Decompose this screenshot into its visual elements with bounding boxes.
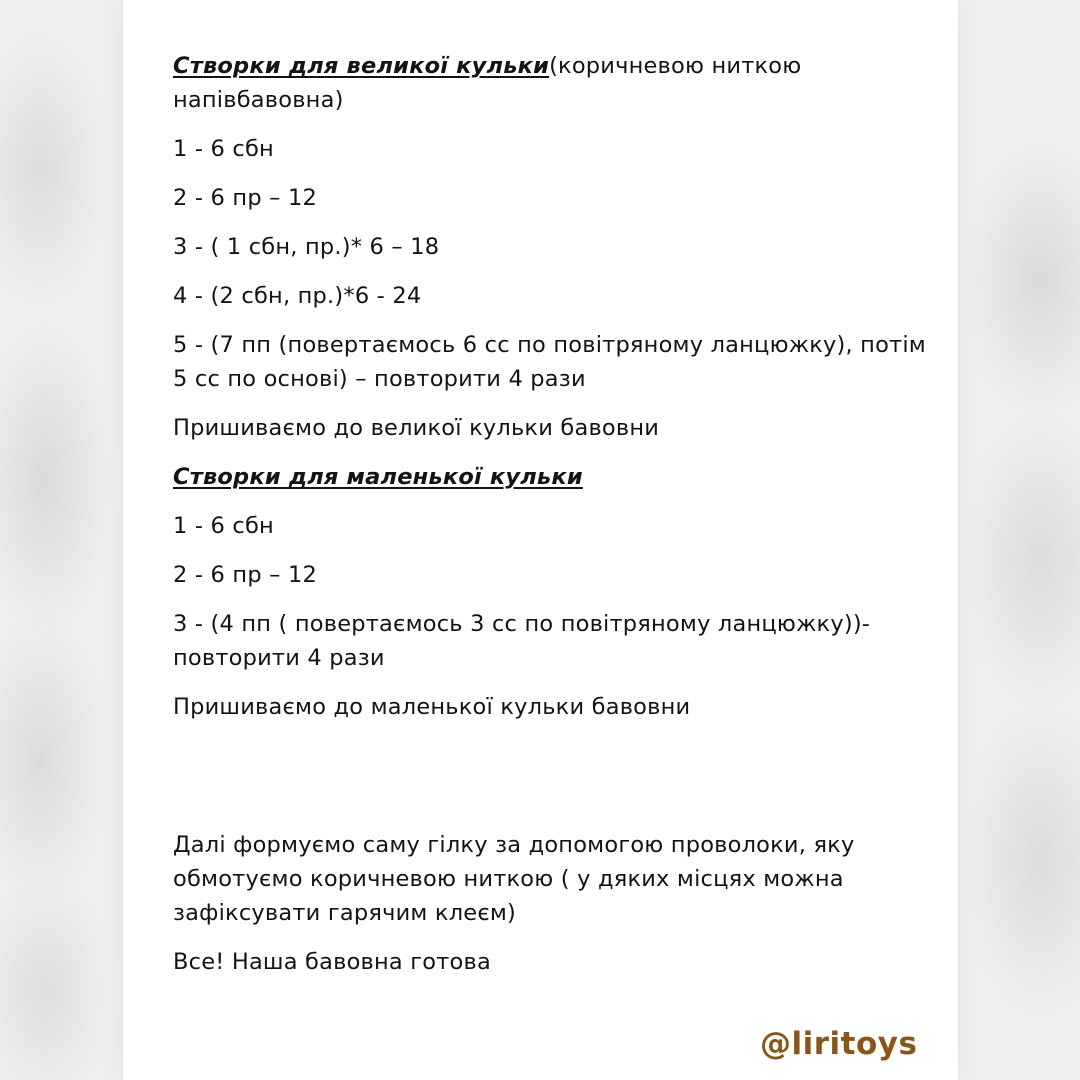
section2-note: Пришиваємо до маленької кульки бавовни	[173, 694, 691, 720]
section1-row-2: 2 - 6 пр – 12	[173, 185, 317, 211]
section1-row-4: 4 - (2 сбн, пр.)*6 - 24	[173, 283, 422, 309]
document-page	[123, 0, 958, 1080]
section2-title	[173, 460, 933, 494]
document-content	[173, 49, 933, 994]
section2-row-2: 2 - 6 пр – 12	[173, 562, 317, 588]
watermark-handle: @liritoys	[760, 1026, 918, 1062]
closing-line: Все! Наша бавовна готова	[173, 949, 491, 975]
section2-heading: Створки для маленької кульки	[173, 464, 583, 490]
section1-row-5: 5 - (7 пп (повертаємось 6 сс по повітряному ланцюжку), потім 5 сс по основі) – повторити 4 рази	[173, 332, 926, 392]
section1-row-1: 1 - 6 сбн	[173, 136, 274, 162]
section2-row-3: 3 - (4 пп ( повертаємось 3 сс по повітряному ланцюжку))- повторити 4 рази	[173, 611, 871, 671]
section2-row-1: 1 - 6 сбн	[173, 513, 274, 539]
section1-title	[173, 49, 933, 117]
section1-heading-note: (коричневою ниткою напівбавовна)	[173, 53, 802, 113]
section1-note: Пришиваємо до великої кульки бавовни	[173, 415, 660, 441]
spacer	[173, 739, 933, 828]
section1-row-3: 3 - ( 1 сбн, пр.)* 6 – 18	[173, 234, 440, 260]
final-instruction: Далі формуємо саму гілку за допомогою проволоки, яку обмотуємо коричневою ниткою ( у дяких місцях можна зафіксувати гарячим клеєм)	[173, 832, 855, 926]
section1-heading: Створки для великої кульки	[173, 53, 550, 79]
